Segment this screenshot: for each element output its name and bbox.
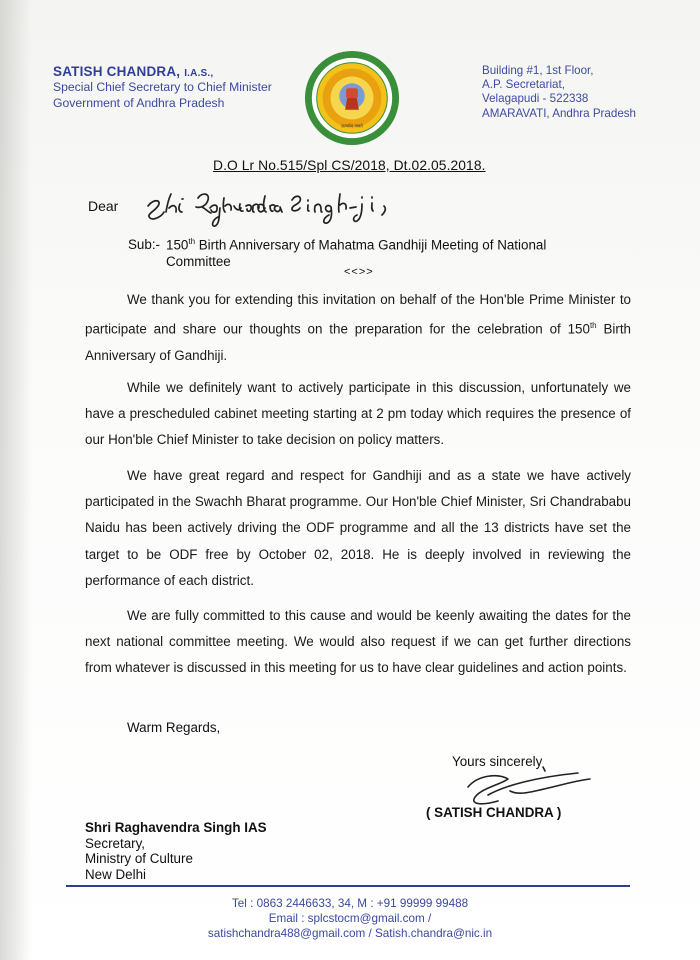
andhra-pradesh-seal-icon <box>303 49 401 147</box>
officer-name: SATISH CHANDRA, <box>53 64 181 79</box>
recipient-line: Ministry of Culture <box>85 851 193 867</box>
yours-sincerely: Yours sincerely <box>452 754 543 769</box>
subject-ordinal: th <box>188 237 196 246</box>
address-line: Velagapudi - 522338 <box>482 92 589 106</box>
salutation: Dear <box>88 198 119 214</box>
footer-contact <box>0 896 700 942</box>
recipient-name: Shri Raghavendra Singh IAS <box>85 820 267 835</box>
address-line: A.P. Secretariat, <box>482 78 565 92</box>
footer-email-2: satishchandra488@gmail.com / Satish.chandra@nic.in <box>207 927 493 941</box>
subject-continuation: Committee <box>166 254 231 270</box>
closing: Warm Regards, <box>127 720 221 735</box>
subject-label: Sub:- <box>128 237 161 253</box>
svg-text:सत्यमेव जयते: सत्यमेव जयते <box>341 124 363 130</box>
footer-tel: Tel : 0863 2446633, 34, M : +91 99999 99488 <box>231 897 469 910</box>
recipient-line: New Delhi <box>85 866 147 882</box>
paragraph-1: We thank you for extending this invitation on behalf of the Hon'ble Prime Minister to participate and share our thoughts on the preparation for the celebration of 150th Birth Anniversary of Gandhiji. <box>85 292 631 363</box>
officer-govt: Government of Andhra Pradesh <box>53 96 225 110</box>
address-line: Building #1, 1st Floor, <box>482 64 594 77</box>
footer-divider <box>66 885 630 887</box>
officer-designation: Special Chief Secretary to Chief Minister <box>53 80 272 94</box>
handwritten-salutation-icon <box>140 186 420 228</box>
recipient-line: Secretary, <box>85 835 146 851</box>
paragraph-3: We have great regard and respect for Gandhiji and as a state we have actively participated in the Swachh Bharat programme. Our Hon'ble Chief Minister, Sri Chandrababu Naidu has been actively driving the ODF programme and all the 13 districts have set the target to be ODF free by October 02, 2018. He is deeply involved in reviewing the performance of each district. <box>85 468 631 588</box>
paragraph-2: While we definitely want to actively participate in this discussion, unfortunately we have a prescheduled cabinet meeting starting at 2 pm today which requires the presence of our Hon'ble Chief Minister to take decision on policy matters. <box>85 380 631 448</box>
recipient-address <box>85 820 267 882</box>
signatory-name: ( SATISH CHANDRA ) <box>426 805 562 820</box>
officer-suffix: I.A.S., <box>184 68 214 79</box>
letterhead-address <box>482 64 636 121</box>
paragraph-4: We are fully committed to this cause and would be keenly awaiting the dates for the next national committee meeting. We would also request if we can get further directions from whatever is discussed in this meeting for us to have clear guidelines and action points. <box>85 608 631 676</box>
subject-line <box>128 233 608 270</box>
subject-number: 150 <box>166 237 189 253</box>
separator: <<>> <box>344 266 374 278</box>
letterhead-left <box>53 64 272 111</box>
footer-email: Email : splcstocm@gmail.com / <box>268 912 432 926</box>
address-line: AMARAVATI, Andhra Pradesh <box>482 106 637 120</box>
reference-number: D.O Lr No.515/Spl CS/2018, Dt.02.05.2018. <box>213 158 486 173</box>
subject-text: Birth Anniversary of Mahatma Gandhiji Meeting of National <box>195 237 547 253</box>
